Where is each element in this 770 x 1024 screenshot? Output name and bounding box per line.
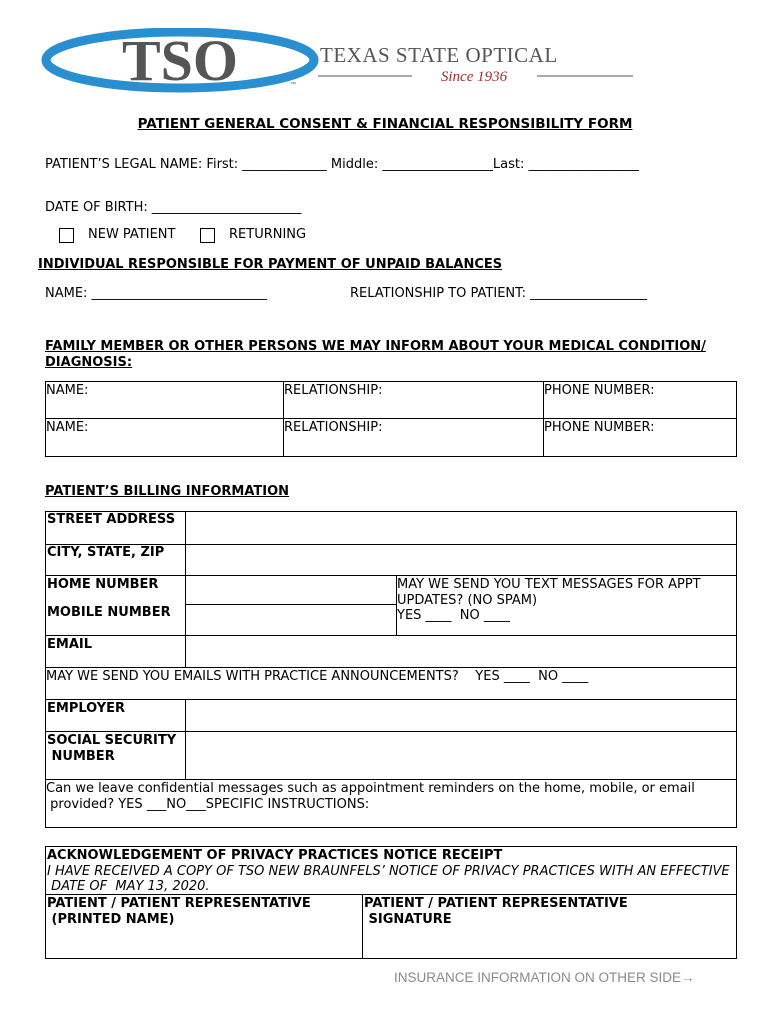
text-messages-question-cont: UPDATES? (NO SPAM) bbox=[397, 593, 538, 608]
ssn-field[interactable] bbox=[186, 732, 736, 779]
email-field[interactable] bbox=[186, 636, 736, 667]
family-heading: FAMILY MEMBER OR OTHER PERSONS WE MAY INFORM ABOUT YOUR MEDICAL CONDITION/ bbox=[45, 339, 706, 354]
logo-tm: ™ bbox=[290, 82, 296, 88]
home-number-field[interactable] bbox=[186, 576, 396, 604]
family-row-2-relationship[interactable]: RELATIONSHIP: bbox=[284, 420, 383, 435]
ssn-label: SOCIAL SECURITY bbox=[47, 733, 177, 748]
family-row-1-phone[interactable]: PHONE NUMBER: bbox=[544, 383, 655, 398]
city-state-zip-label: CITY, STATE, ZIP bbox=[47, 545, 165, 560]
employer-field[interactable] bbox=[186, 700, 736, 731]
insurance-footer-note: INSURANCE INFORMATION ON OTHER SIDE→ bbox=[394, 970, 695, 985]
responsible-heading: INDIVIDUAL RESPONSIBLE FOR PAYMENT OF UNPAID BALANCES bbox=[38, 257, 503, 272]
family-row-1-relationship[interactable]: RELATIONSHIP: bbox=[284, 383, 383, 398]
printed-name-label-cont: (PRINTED NAME) bbox=[47, 912, 175, 927]
mobile-number-label: MOBILE NUMBER bbox=[47, 605, 171, 620]
billing-heading: PATIENT’S BILLING INFORMATION bbox=[45, 484, 290, 499]
text-messages-question: MAY WE SEND YOU TEXT MESSAGES FOR APPT bbox=[397, 577, 701, 592]
ssn-label-cont: NUMBER bbox=[47, 749, 115, 764]
family-row-2-phone[interactable]: PHONE NUMBER: bbox=[544, 420, 655, 435]
home-number-label: HOME NUMBER bbox=[47, 577, 159, 592]
text-messages-answer[interactable]: YES ____ NO ____ bbox=[397, 608, 510, 623]
family-row-2-name[interactable]: NAME: bbox=[46, 420, 89, 435]
street-address-label: STREET ADDRESS bbox=[47, 512, 176, 527]
printed-name-field[interactable] bbox=[46, 928, 361, 958]
new-patient-label: NEW PATIENT bbox=[88, 227, 176, 242]
confidential-messages-question: Can we leave confidential messages such as appointment reminders on the home, mobile, or email bbox=[46, 781, 695, 796]
logo-name: TEXAS STATE OPTICAL bbox=[320, 43, 558, 67]
new-patient-checkbox[interactable] bbox=[59, 228, 74, 243]
returning-checkbox[interactable] bbox=[200, 228, 215, 243]
responsible-relationship-line[interactable]: RELATIONSHIP TO PATIENT: __________________ bbox=[350, 286, 648, 301]
logo-mark: TSO bbox=[121, 28, 239, 93]
logo-tagline: Since 1936 bbox=[440, 69, 508, 85]
signature-label-cont: SIGNATURE bbox=[364, 912, 452, 927]
email-announcements-question[interactable]: MAY WE SEND YOU EMAILS WITH PRACTICE ANNOUNCEMENTS? YES ____ NO ____ bbox=[46, 669, 589, 684]
email-label: EMAIL bbox=[47, 637, 92, 652]
privacy-statement-cont: DATE OF MAY 13, 2020. bbox=[47, 879, 210, 894]
privacy-statement: I HAVE RECEIVED A COPY OF TSO NEW BRAUNFELS’ NOTICE OF PRIVACY PRACTICES WITH AN EFFECTIVE bbox=[47, 864, 730, 879]
patient-name-line[interactable]: PATIENT’S LEGAL NAME: First: _____________ Middle: _________________Last: _________________ bbox=[45, 157, 639, 172]
privacy-heading: ACKNOWLEDGEMENT OF PRIVACY PRACTICES NOTICE RECEIPT bbox=[47, 848, 503, 863]
family-row-1-name[interactable]: NAME: bbox=[46, 383, 89, 398]
confidential-messages-question-cont[interactable]: provided? YES ___NO___SPECIFIC INSTRUCTIONS: bbox=[46, 797, 370, 812]
form-title: PATIENT GENERAL CONSENT & FINANCIAL RESPONSIBILITY FORM bbox=[137, 116, 633, 132]
signature-label: PATIENT / PATIENT REPRESENTATIVE bbox=[364, 896, 628, 911]
printed-name-label: PATIENT / PATIENT REPRESENTATIVE bbox=[47, 896, 311, 911]
responsible-name-line[interactable]: NAME: ___________________________ bbox=[45, 286, 268, 301]
family-heading-cont: DIAGNOSIS: bbox=[45, 355, 133, 370]
city-state-zip-field[interactable] bbox=[186, 545, 736, 575]
employer-label: EMPLOYER bbox=[47, 701, 126, 716]
tso-logo-graphic bbox=[40, 28, 640, 94]
tso-logo bbox=[40, 28, 640, 94]
signature-field[interactable] bbox=[363, 928, 736, 958]
mobile-number-field[interactable] bbox=[186, 605, 396, 635]
street-address-field[interactable] bbox=[186, 512, 736, 544]
date-of-birth-line[interactable]: DATE OF BIRTH: _______________________ bbox=[45, 200, 302, 215]
returning-label: RETURNING bbox=[229, 227, 307, 242]
